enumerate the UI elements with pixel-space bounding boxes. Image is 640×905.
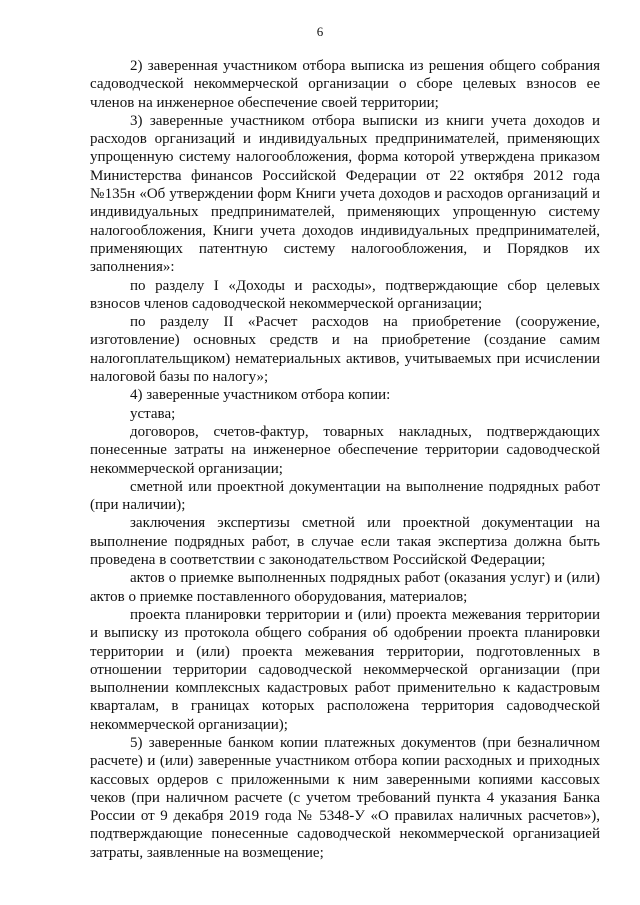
paragraph-item-5: 5) заверенные банком копии платежных документов (при безналичном расчете) и (или) заверенные участником отбора копии расходных и приходных кассовых ордеров с приложенными к ним заверенными копиями кассовых чеков (при наличном расчете (с учетом требований пункта 4 указания Банка России от 9 декабря 2019 года № 5348-У «О правилах наличных расчетов»), подтверждающие понесенные садоводческой некоммерческой организацией затраты, заявленные на возмещение;: [90, 734, 600, 861]
paragraph-planning-project: проекта планировки территории и (или) проекта межевания территории и выписку из протокола общего собрания об одобрении проекта планировки территории и (или) проекта межевания территории, подготовленных в отношении территории садоводческой некоммерческой организации (при выполнении комплексных кадастровых работ применительно к кадастровым кварталам, в границах которых расположена территория садоводческой некоммерческой организации);: [90, 606, 600, 733]
paragraph-acceptance-acts: актов о приемке выполненных подрядных работ (оказания услуг) и (или) актов о приемке поставленного оборудования, материалов;: [90, 570, 600, 605]
document-body: [90, 57, 600, 862]
paragraph-charter: устава;: [130, 405, 176, 422]
paragraph-item-3: 3) заверенные участником отбора выписки из книги учета доходов и расходов организаций и индивидуальных предпринимателей, применяющих упрощенную систему налогообложения, форма которой утверждена приказом Министерства финансов Российской Федерации от 22 октября 2012 года №135н «Об утверждении форм Книги учета доходов и расходов организаций и индивидуальных предпринимателей, применяющих упрощенную систему налогообложения, Книги учета доходов индивидуальных предпринимателей, применяющих патентную систему налогообложения, и Порядков их заполнения»:: [90, 112, 600, 276]
page-number: 6: [316, 24, 324, 39]
paragraph-contracts: договоров, счетов-фактур, товарных накладных, подтверждающих понесенные затраты на инженерное обеспечение территории садоводческой некоммерческой организации;: [90, 423, 600, 477]
paragraph-estimate-docs: сметной или проектной документации на выполнение подрядных работ (при наличии);: [90, 478, 600, 514]
paragraph-section-1: по разделу I «Доходы и расходы», подтверждающие сбор целевых взносов членов садоводческой некоммерческой организации;: [90, 277, 600, 312]
paragraph-section-2: по разделу II «Расчет расходов на приобретение (сооружение, изготовление) основных средств и на приобретение (создание самим налогоплательщиком) нематериальных активов, учитываемых при исчислении налоговой базы по налогу»;: [90, 314, 600, 386]
paragraph-item-2: 2) заверенная участником отбора выписка из решения общего собрания садоводческой некоммерческой организации о сборе целевых взносов ее членов на инженерное обеспечение своей территории;: [90, 58, 600, 111]
paragraph-expertise: заключения экспертизы сметной или проектной документации на выполнение подрядных работ, в случае если такая экспертиза должна быть проведена в соответствии с законодательством Российской Федерации;: [90, 515, 600, 569]
paragraph-item-4: 4) заверенные участником отбора копии:: [130, 387, 391, 404]
